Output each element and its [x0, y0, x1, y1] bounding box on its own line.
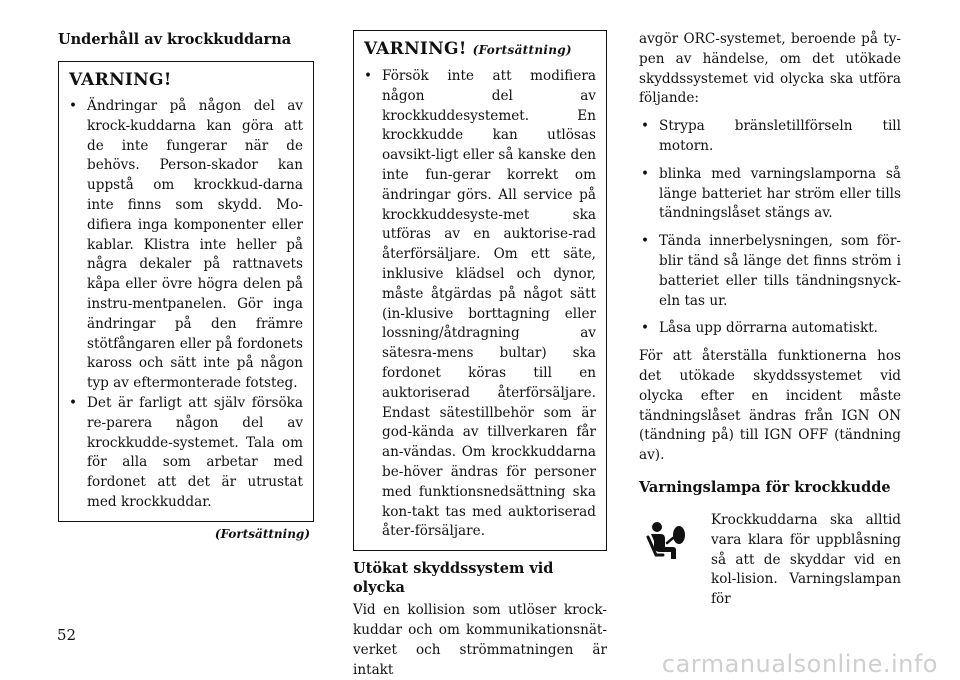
page-number: 52 — [57, 626, 77, 644]
section-heading-enhanced-protection: Utökat skyddssystem vid olycka — [353, 560, 554, 597]
warning-list-continued — [364, 67, 596, 542]
action-list — [639, 117, 901, 339]
continued-label: (Fortsättning) — [214, 526, 310, 541]
lamp-description: Krockkuddarna ska alltid vara klara för uppblåsning så att de skyddar vid en kol-lision. Varningslampan för — [711, 511, 901, 608]
warning-title-text: VARNING! — [364, 39, 467, 59]
section-heading-airbag-maintenance: Underhåll av krockkuddarna — [58, 31, 292, 48]
warning-continued-label: (Fortsättning) — [472, 43, 572, 57]
warning-bullet-3: • Försök inte att modifiera någon del av krockkuddesystemet. En krockkudde kan utlösas oavsikt-ligt eller så kanske den inte fun-gerar korrekt om ändringar görs. All service på krockkuddesyste-met ska utföras av en auktorise-rad återförsäljare. Om ett säte, inklusive klädsel och dynor, måste åtgärdas på något sätt (in-klusive borttagning eller lossning/åtdragning av sätesra-mens bultar) ska fordonet köras till en auktoriserad återförsäljare. Endast sätestillbehör som är god-kända av tillverkaren får an-vändas. Om krockkuddarna be-höver ändras för personer med funktionsnedsättning ska kon-takt tas med auktoriserad åter-försäljare. — [364, 67, 596, 542]
warning-bullet-1: • Ändringar på någon del av krock-kuddarna kan göra att de inte fungerar när de behövs. Person-skador kan uppstå om krockkud-darna inte finns som skydd. Mo-difiera inga komponenter eller kablar. Klistra inte heller på några dekaler på rattnavets kåpa eller övre högra delen på instru-mentpanelen. Gör inga ändringar på den främre stötfångaren eller på fordonets kaross och sätt inte på någon typ av eftermonterade fotsteg. — [69, 97, 303, 394]
column-right — [639, 30, 901, 610]
warning-box — [58, 61, 314, 522]
column-middle — [353, 30, 607, 680]
column-left — [58, 30, 314, 541]
action-bullet-4: • Låsa upp dörrarna automatiskt. — [639, 319, 901, 339]
airbag-warning-icon — [643, 521, 689, 561]
reset-paragraph: För att återställa funktionerna hos det utökade skyddssystemet vid olycka efter en incident måste tändningslåset ändras från IGN ON (tändning på) till IGN OFF (tändning av). — [639, 348, 901, 464]
intro-paragraph: avgör ORC-systemet, beroende på ty-pen av händelse, om det utökade skyddssystemet vid olycka ska utföra följande: — [639, 31, 901, 107]
lamp-row — [639, 511, 901, 610]
warning-box-continued — [353, 30, 607, 551]
action-bullet-1: • Strypa bränsletillförseln till motorn. — [639, 117, 901, 157]
action-bullet-3: • Tända innerbelysningen, som för-blir tänd så länge det finns ström i batteriet eller tills tändningsnyck-eln tas ur. — [639, 232, 901, 311]
watermark: carmanualsonline.info — [661, 650, 938, 678]
warning-bullet-2: • Det är farligt att själv försöka re-parera någon del av krockkudde-systemet. Tala om för alla som arbetar med fordonet att det är utrustat med krockkuddar. — [69, 394, 303, 513]
section-heading-airbag-lamp: Varningslampa för krockkudde — [639, 478, 891, 496]
warning-title-continued — [364, 39, 596, 61]
body-paragraph: Vid en kollision som utlöser krock-kuddar och om kommunikationsnät-verket och strömmatningen är intakt — [353, 602, 607, 678]
action-bullet-2: • blinka med varningslamporna så länge batteriet har ström eller tills tändningslåset stängs av. — [639, 165, 901, 224]
warning-list — [69, 97, 303, 513]
warning-title: VARNING! — [69, 70, 172, 90]
